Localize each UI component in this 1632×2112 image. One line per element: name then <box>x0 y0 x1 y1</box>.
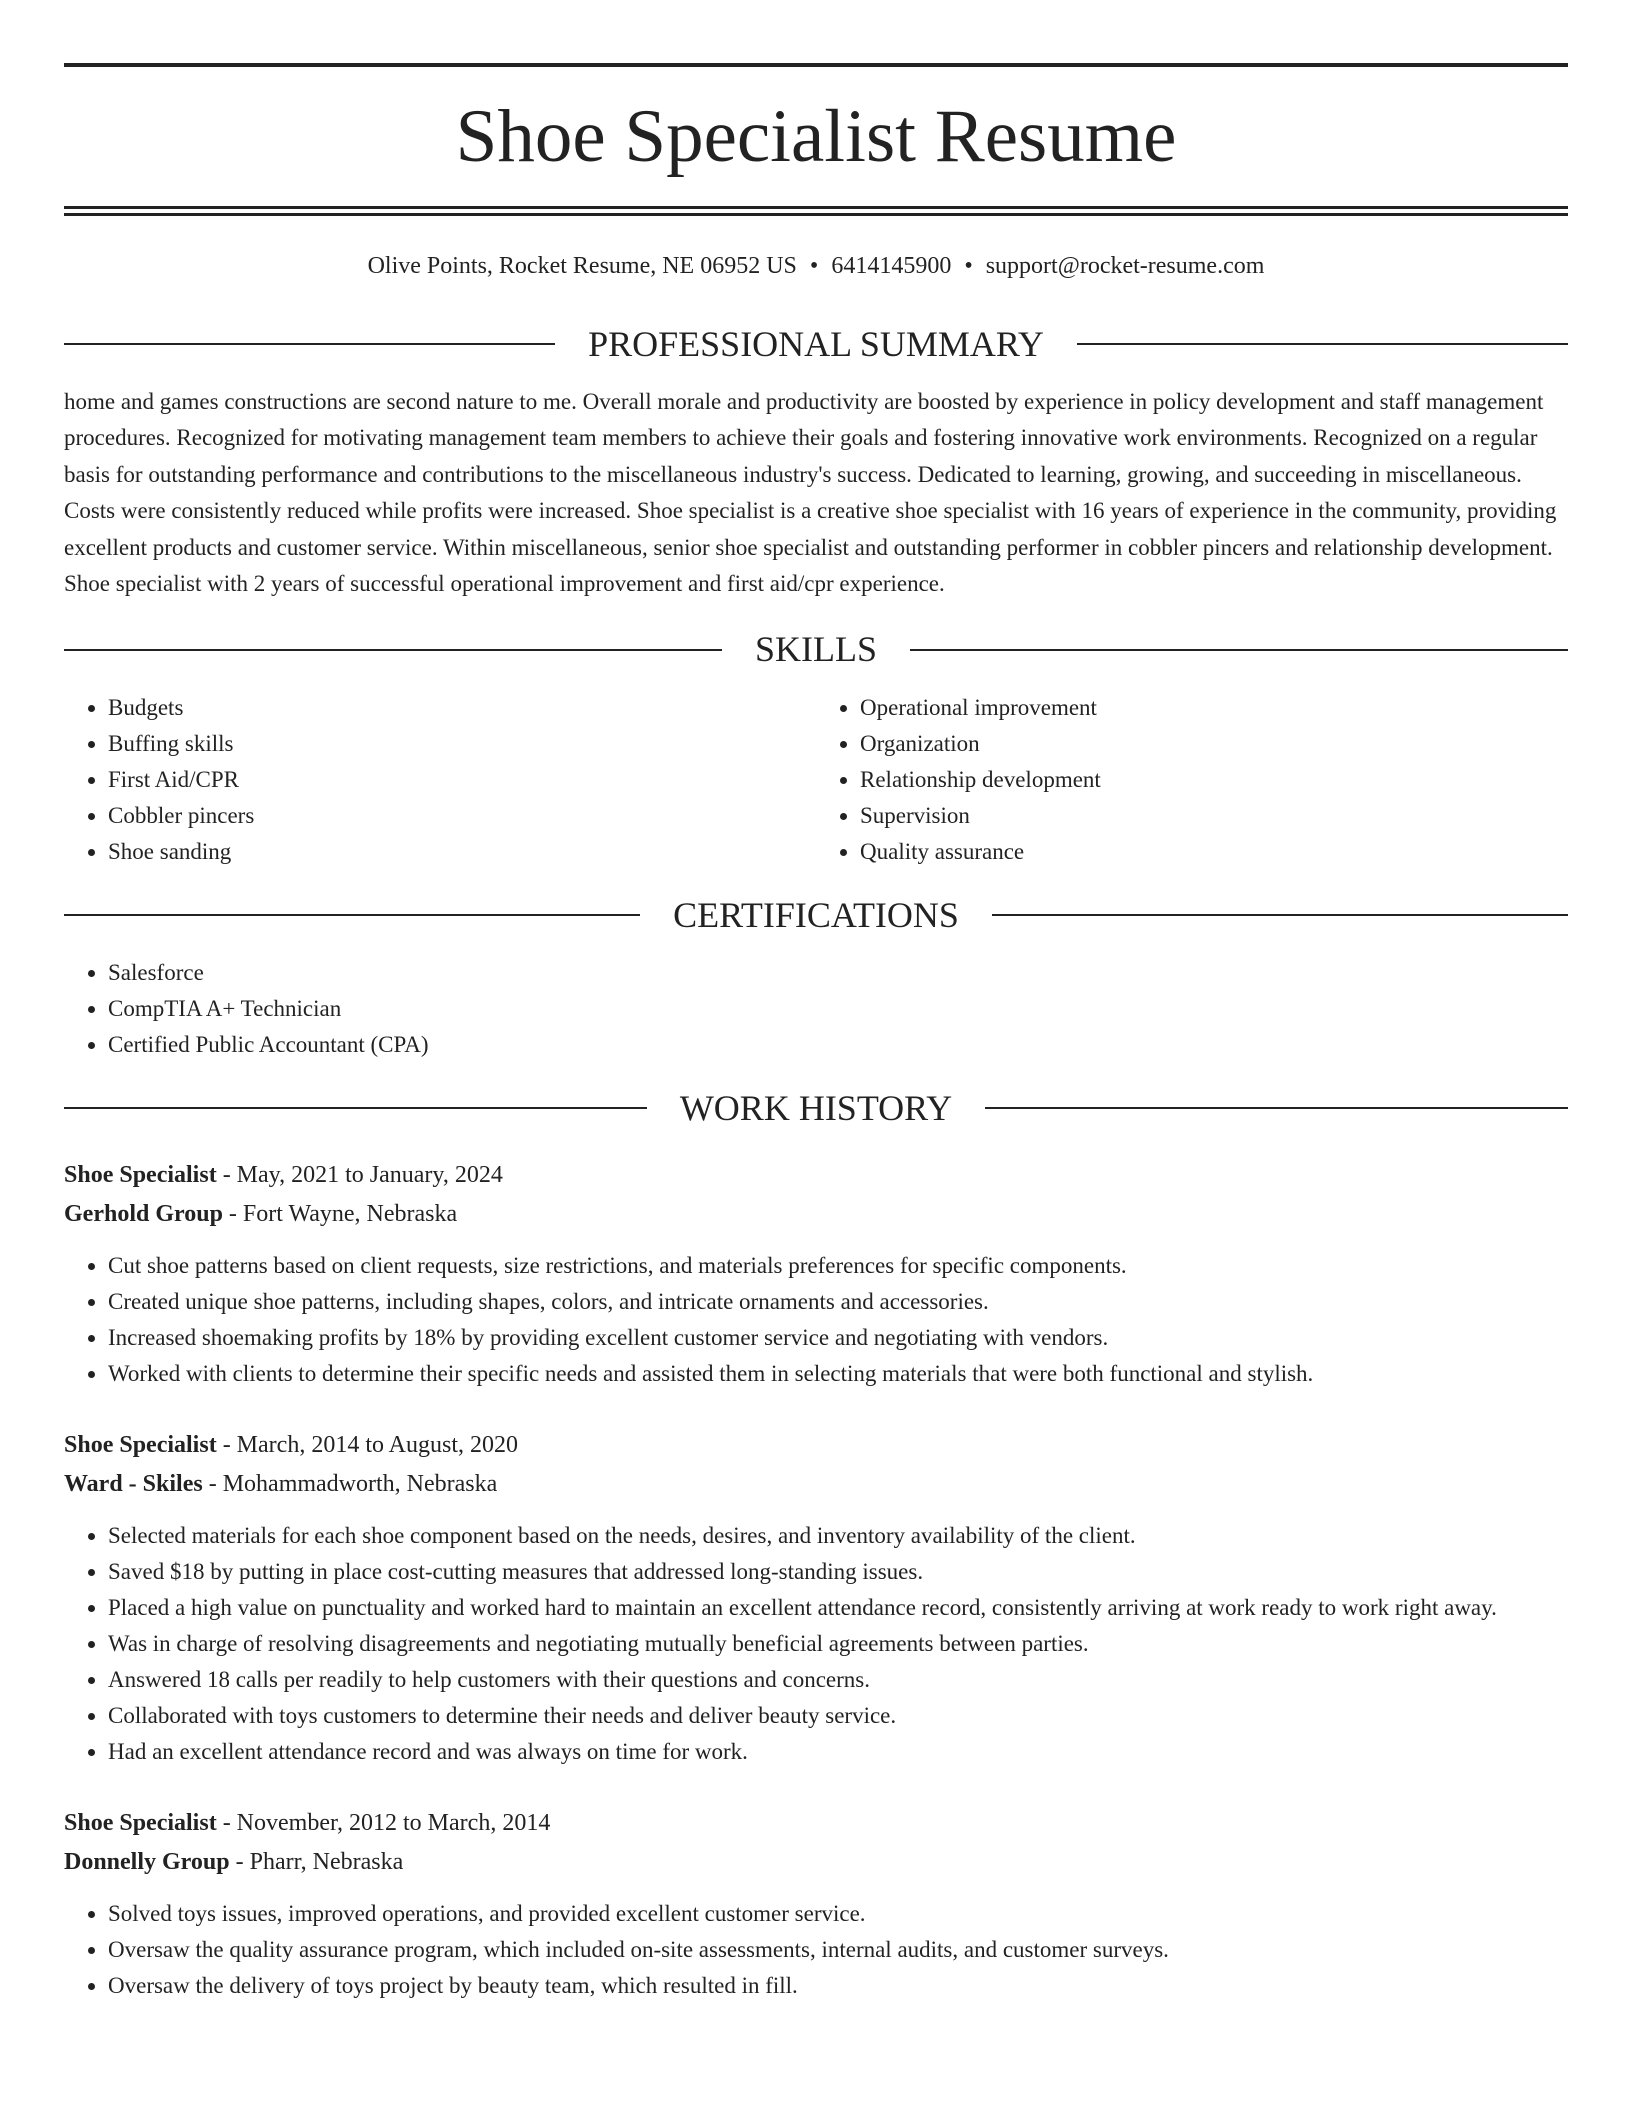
certification-item: • Salesforce <box>108 955 1568 991</box>
job-bullet: • Placed a high value on punctuality and worked hard to maintain an excellent attendance record, consistently arriving at work ready to work right away. <box>108 1590 1568 1626</box>
contact-separator: • <box>964 253 973 279</box>
job-location: - Pharr, Nebraska <box>229 1848 404 1875</box>
summary-text: home and games constructions are second nature to me. Overall morale and productivity are boosted by experience in policy development and staff management procedures. Recognized for motivating management team members to achieve their goals and fostering innovative work environments. Recognized on a regular basis for outstanding performance and contributions to the miscellaneous industry's success. Dedicated to learning, growing, and succeeding in miscellaneous. Costs were consistently reduced while profits were increased. Shoe specialist is a creative shoe specialist with 16 years of experience in the community, providing excellent products and customer service. Within miscellaneous, senior shoe specialist and outstanding performer in cobbler pincers and relationship development. Shoe specialist with 2 years of successful operational improvement and first aid/cpr experience. <box>64 388 1557 597</box>
job-entry <box>64 1156 1568 1392</box>
skill-item: • Buffing skills <box>108 726 816 762</box>
skill-item: • Supervision <box>860 798 1568 834</box>
skill-item: • Shoe sanding <box>108 834 816 870</box>
job-bullet: • Solved toys issues, improved operations, and provided excellent customer service. <box>108 1896 1568 1932</box>
job-bullet: • Cut shoe patterns based on client requests, size restrictions, and materials preferences for specific components. <box>108 1248 1568 1284</box>
job-bullets <box>64 1518 1568 1770</box>
skills-list <box>64 690 1568 870</box>
job-bullet: • Collaborated with toys customers to determine their needs and deliver beauty service. <box>108 1698 1568 1734</box>
job-bullet: • Answered 18 calls per readily to help customers with their questions and concerns. <box>108 1662 1568 1698</box>
job-company: Donnelly Group <box>64 1848 230 1875</box>
skill-item: • Quality assurance <box>860 834 1568 870</box>
contact-separator: • <box>809 253 819 279</box>
certification-item: • CompTIA A+ Technician <box>108 991 1568 1027</box>
skill-item: • Operational improvement <box>860 690 1568 726</box>
job-entry <box>64 1426 1568 1770</box>
section-heading-summary <box>64 323 1568 366</box>
section-title-work: WORK HISTORY <box>679 1087 953 1128</box>
heading-rule <box>1077 343 1568 345</box>
resume-page <box>64 63 1568 2004</box>
section-heading-skills <box>64 628 1568 671</box>
heading-rule <box>64 1107 647 1109</box>
job-bullets <box>64 1248 1568 1392</box>
section-title-skills: SKILLS <box>755 629 878 670</box>
job-title-line <box>64 1804 1568 1843</box>
skill-item: • Organization <box>860 726 1568 762</box>
double-rule <box>64 206 1568 216</box>
contact-line <box>64 252 1568 281</box>
job-bullets <box>64 1896 1568 2004</box>
heading-rule <box>910 649 1568 651</box>
job-bullet: • Selected materials for each shoe component based on the needs, desires, and inventory availability of the client. <box>108 1518 1568 1554</box>
job-bullet: • Increased shoemaking profits by 18% by providing excellent customer service and negotiating with vendors. <box>108 1320 1568 1356</box>
job-company: Ward - Skiles <box>64 1470 203 1497</box>
job-bullet: • Oversaw the delivery of toys project by beauty team, which resulted in fill. <box>108 1968 1568 2004</box>
contact-address: Olive Points, Rocket Resume, NE 06952 US <box>367 253 797 279</box>
heading-rule <box>985 1107 1568 1109</box>
job-location: - Mohammadworth, Nebraska <box>202 1470 498 1497</box>
certification-item: • Certified Public Accountant (CPA) <box>108 1027 1568 1063</box>
resume-title: Shoe Specialist Resume <box>455 95 1177 178</box>
skill-item: • First Aid/CPR <box>108 762 816 798</box>
job-title: Shoe Specialist <box>64 1161 217 1188</box>
job-bullet: • Oversaw the quality assurance program, which included on-site assessments, internal audits, and customer surveys. <box>108 1932 1568 1968</box>
job-dates: - November, 2012 to March, 2014 <box>216 1809 551 1836</box>
job-company: Gerhold Group <box>64 1200 223 1227</box>
job-title-line <box>64 1156 1568 1195</box>
section-heading-work <box>64 1087 1568 1130</box>
section-heading-certifications <box>64 894 1568 937</box>
contact-phone: 6414145900 <box>831 253 952 279</box>
job-entry <box>64 1804 1568 2004</box>
heading-rule <box>64 343 555 345</box>
job-bullet: • Had an excellent attendance record and was always on time for work. <box>108 1734 1568 1770</box>
job-dates: - March, 2014 to August, 2020 <box>216 1431 518 1458</box>
skills-column-right <box>816 690 1568 870</box>
job-bullet: • Was in charge of resolving disagreements and negotiating mutually beneficial agreements between parties. <box>108 1626 1568 1662</box>
job-bullet: • Created unique shoe patterns, including shapes, colors, and intricate ornaments and accessories. <box>108 1284 1568 1320</box>
skill-item: • Cobbler pincers <box>108 798 816 834</box>
heading-rule <box>64 649 722 651</box>
heading-rule <box>64 914 640 916</box>
job-dates: - May, 2021 to January, 2024 <box>216 1161 503 1188</box>
job-title: Shoe Specialist <box>64 1809 217 1836</box>
job-company-line <box>64 1465 1568 1504</box>
job-title-line <box>64 1426 1568 1465</box>
job-title: Shoe Specialist <box>64 1431 217 1458</box>
section-title-summary: PROFESSIONAL SUMMARY <box>588 323 1044 364</box>
job-company-line <box>64 1843 1568 1882</box>
skill-item: • Relationship development <box>860 762 1568 798</box>
skills-column-left <box>64 690 816 870</box>
section-title-certifications: CERTIFICATIONS <box>673 894 959 935</box>
top-rule <box>64 63 1568 67</box>
job-bullet: • Saved $18 by putting in place cost-cutting measures that addressed long-standing issues. <box>108 1554 1568 1590</box>
job-company-line <box>64 1195 1568 1234</box>
job-location: - Fort Wayne, Nebraska <box>222 1200 458 1227</box>
contact-email: support@rocket-resume.com <box>985 253 1265 279</box>
job-bullet: • Worked with clients to determine their specific needs and assisted them in selecting materials that were both functional and stylish. <box>108 1356 1568 1392</box>
skill-item: • Budgets <box>108 690 816 726</box>
certifications-list <box>64 955 1568 1063</box>
heading-rule <box>992 914 1568 916</box>
